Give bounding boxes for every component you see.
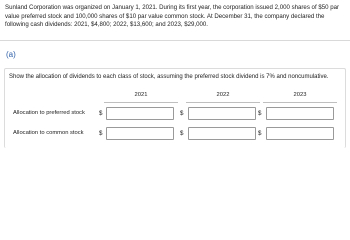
currency-symbol: $ xyxy=(99,130,103,137)
column-header-2022: 2022 xyxy=(216,92,230,98)
currency-symbol: $ xyxy=(258,110,262,117)
currency-symbol: $ xyxy=(180,110,184,117)
column-rule-2022 xyxy=(186,102,260,103)
section-divider xyxy=(0,40,350,41)
preferred-2022-input[interactable] xyxy=(188,107,256,120)
common-2021-input[interactable] xyxy=(106,127,174,140)
common-2023-input[interactable] xyxy=(266,127,334,140)
problem-statement: Sunland Corporation was organized on January 1, 2021. During its first year, the corporation issued 2,000 shares of $50 par value preferred stock and 100,000 shares of $10 par value common stock. At December 31, the company declared the following cash dividends: 2021, $4,800; 2022, $13,600; and 2023, $29,000. xyxy=(5,4,340,29)
common-2022-input[interactable] xyxy=(188,127,256,140)
column-rule-2023 xyxy=(263,102,337,103)
column-header-2023: 2023 xyxy=(293,92,307,98)
preferred-2023-input[interactable] xyxy=(266,107,334,120)
currency-symbol: $ xyxy=(258,130,262,137)
currency-symbol: $ xyxy=(180,130,184,137)
instruction-text: Show the allocation of dividends to each class of stock, assuming the preferred stock dividend is 7% and noncumulative. xyxy=(9,74,329,80)
row-label-preferred: Allocation to preferred stock xyxy=(13,110,85,116)
preferred-2021-input[interactable] xyxy=(106,107,174,120)
column-header-2021: 2021 xyxy=(134,92,148,98)
column-rule-2021 xyxy=(104,102,178,103)
row-label-common: Allocation to common stock xyxy=(13,130,84,136)
currency-symbol: $ xyxy=(99,110,103,117)
part-label: (a) xyxy=(6,50,16,59)
